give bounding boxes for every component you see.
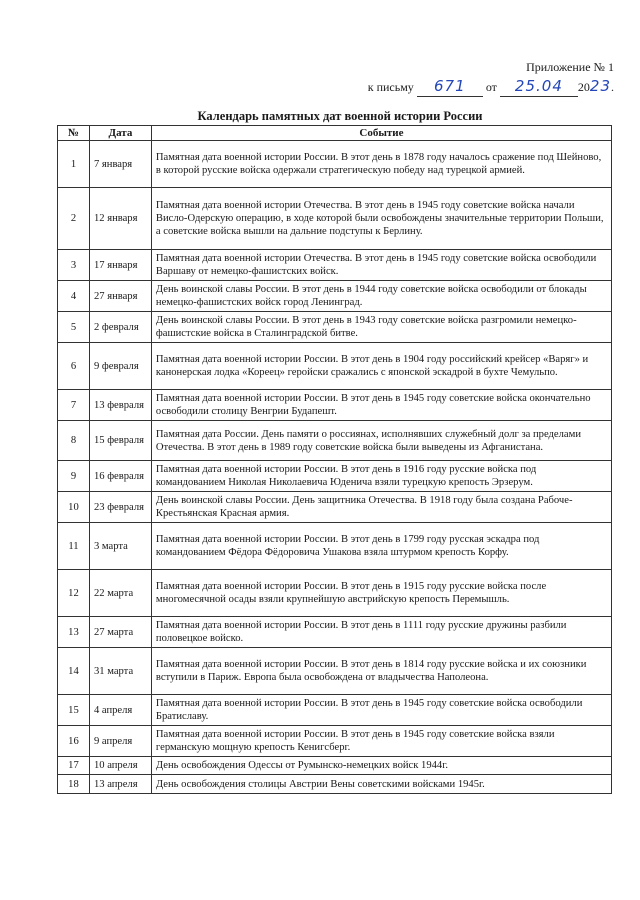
table-row (58, 421, 612, 461)
row-number: 6 (58, 343, 90, 390)
row-date: 7 января (89, 141, 151, 188)
row-event: День воинской славы России. День защитника Отечества. В 1918 году была создана Рабоче-Крестьянская Красная армия. (151, 492, 611, 523)
row-number: 13 (58, 617, 90, 648)
table-row (58, 617, 612, 648)
row-number: 17 (58, 757, 90, 775)
row-event: День воинской славы России. В этот день в 1943 году советские войска разгромили немецко-фашистские войска в Сталинградской битве. (151, 312, 611, 343)
row-number: 15 (58, 695, 90, 726)
table-row (58, 492, 612, 523)
row-event: Памятная дата военной истории Отечества. В этот день в 1945 году советские войска освободили Варшаву от немецко-фашистских войск. (151, 250, 611, 281)
year-suffix: 23 (589, 77, 611, 95)
table-row (58, 250, 612, 281)
row-event: Памятная дата военной истории России. В этот день в 1945 году советские войска взяли германскую мощную крепость Кенигсберг. (151, 726, 611, 757)
row-event: Памятная дата военной истории России. В этот день в 1904 году российский крейсер «Варяг» и канонерская лодка «Кореец» геройски сражались с японской эскадрой в бухте Чемульпо. (151, 343, 611, 390)
letter-number: 671 (433, 77, 466, 95)
row-event: День освобождения Одессы от Румынско-немецких войск 1944г. (151, 757, 611, 775)
row-date: 9 февраля (89, 343, 151, 390)
table-row (58, 281, 612, 312)
row-number: 12 (58, 570, 90, 617)
row-date: 4 апреля (89, 695, 151, 726)
letter-prefix: к письму (367, 80, 414, 94)
row-number: 9 (58, 461, 90, 492)
date-prefix: от (485, 80, 497, 94)
row-date: 3 марта (89, 523, 151, 570)
table-row (58, 312, 612, 343)
table-row (58, 726, 612, 757)
table-row (58, 648, 612, 695)
row-number: 10 (58, 492, 90, 523)
appendix-label: Приложение № 1 (526, 60, 614, 74)
letter-date: 25.04 (514, 77, 563, 95)
table-row (58, 775, 612, 794)
letter-reference (368, 77, 614, 97)
row-date: 22 марта (89, 570, 151, 617)
row-event: Памятная дата России. День памяти о россиянах, исполнявших служебный долг за пределами Отечества. В этот день в 1989 году советские войска были выведены из Афганистана. (151, 421, 611, 461)
table-row (58, 523, 612, 570)
row-date: 13 февраля (89, 390, 151, 421)
row-number: 8 (58, 421, 90, 461)
row-date: 31 марта (89, 648, 151, 695)
letter-date-field (500, 77, 578, 97)
table-row (58, 390, 612, 421)
row-event: Памятная дата военной истории Отечества. В этот день в 1945 году советские войска начали Висло-Одерскую операцию, в ходе которой были освобождены значительные территории Польши, а советские войска вышли на дальние подступы к Берлину. (151, 188, 611, 250)
year-prefix: 20 (577, 80, 590, 94)
row-date: 2 февраля (89, 312, 151, 343)
row-number: 18 (58, 775, 90, 794)
row-date: 27 марта (89, 617, 151, 648)
row-date: 10 апреля (89, 757, 151, 775)
table-row (58, 695, 612, 726)
table-row (58, 188, 612, 250)
row-date: 23 февраля (89, 492, 151, 523)
row-number: 4 (58, 281, 90, 312)
row-date: 15 февраля (89, 421, 151, 461)
header-date: Дата (89, 126, 151, 141)
row-number: 5 (58, 312, 90, 343)
letter-number-field (417, 77, 483, 97)
row-number: 3 (58, 250, 90, 281)
row-number: 16 (58, 726, 90, 757)
row-event: Памятная дата военной истории России. В этот день в 1916 году русские войска под командованием Николая Николаевича Юденича взяли турецкую крепость Эрзерум. (151, 461, 611, 492)
row-date: 16 февраля (89, 461, 151, 492)
row-event: Памятная дата военной истории России. В этот день в 1814 году русские войска и их союзники вступили в Париж. Европа была освобождена от владычества Наполеона. (151, 648, 611, 695)
document-title: Календарь памятных дат военной истории России (197, 109, 483, 123)
table-row (58, 343, 612, 390)
row-number: 1 (58, 141, 90, 188)
row-event: Памятная дата военной истории России. В этот день в 1799 году русская эскадра под командованием Фёдора Фёдоровича Ушакова взяла штурмом крепость Корфу. (151, 523, 611, 570)
header-event: Событие (151, 126, 611, 141)
row-event: Памятная дата военной истории России. В этот день в 1945 году советские войска окончательно освободили столицу Венгрии Будапешт. (151, 390, 611, 421)
table-row (58, 570, 612, 617)
row-date: 9 апреля (89, 726, 151, 757)
trailing-dot: . (611, 80, 614, 94)
calendar-table (57, 125, 612, 794)
row-event: День освобождения столицы Австрии Вены советскими войсками 1945г. (151, 775, 611, 794)
table-row (58, 141, 612, 188)
row-event: Памятная дата военной истории России. В этот день в 1945 году советские войска освободили Братиславу. (151, 695, 611, 726)
table-header-row (58, 126, 612, 141)
row-number: 14 (58, 648, 90, 695)
table-row (58, 461, 612, 492)
row-date: 17 января (89, 250, 151, 281)
row-event: День воинской славы России. В этот день в 1944 году советские войска освободили от блокады немецко-фашистских войск город Ленинград. (151, 281, 611, 312)
table-row (58, 757, 612, 775)
row-date: 13 апреля (89, 775, 151, 794)
row-number: 7 (58, 390, 90, 421)
row-event: Памятная дата военной истории России. В этот день в 1878 году началось сражение под Шейново, в которой русские войска одержали стратегическую победу над турецкой армией. (151, 141, 611, 188)
header-num: № (58, 126, 90, 141)
row-number: 11 (58, 523, 90, 570)
row-number: 2 (58, 188, 90, 250)
row-event: Памятная дата военной истории России. В этот день в 1915 году русские войска после многомесячной осады взяли крупнейшую австрийскую крепость Перемышль. (151, 570, 611, 617)
row-date: 12 января (89, 188, 151, 250)
row-event: Памятная дата военной истории России. В этот день в 1111 году русские дружины разбили половецкое войско. (151, 617, 611, 648)
row-date: 27 января (89, 281, 151, 312)
